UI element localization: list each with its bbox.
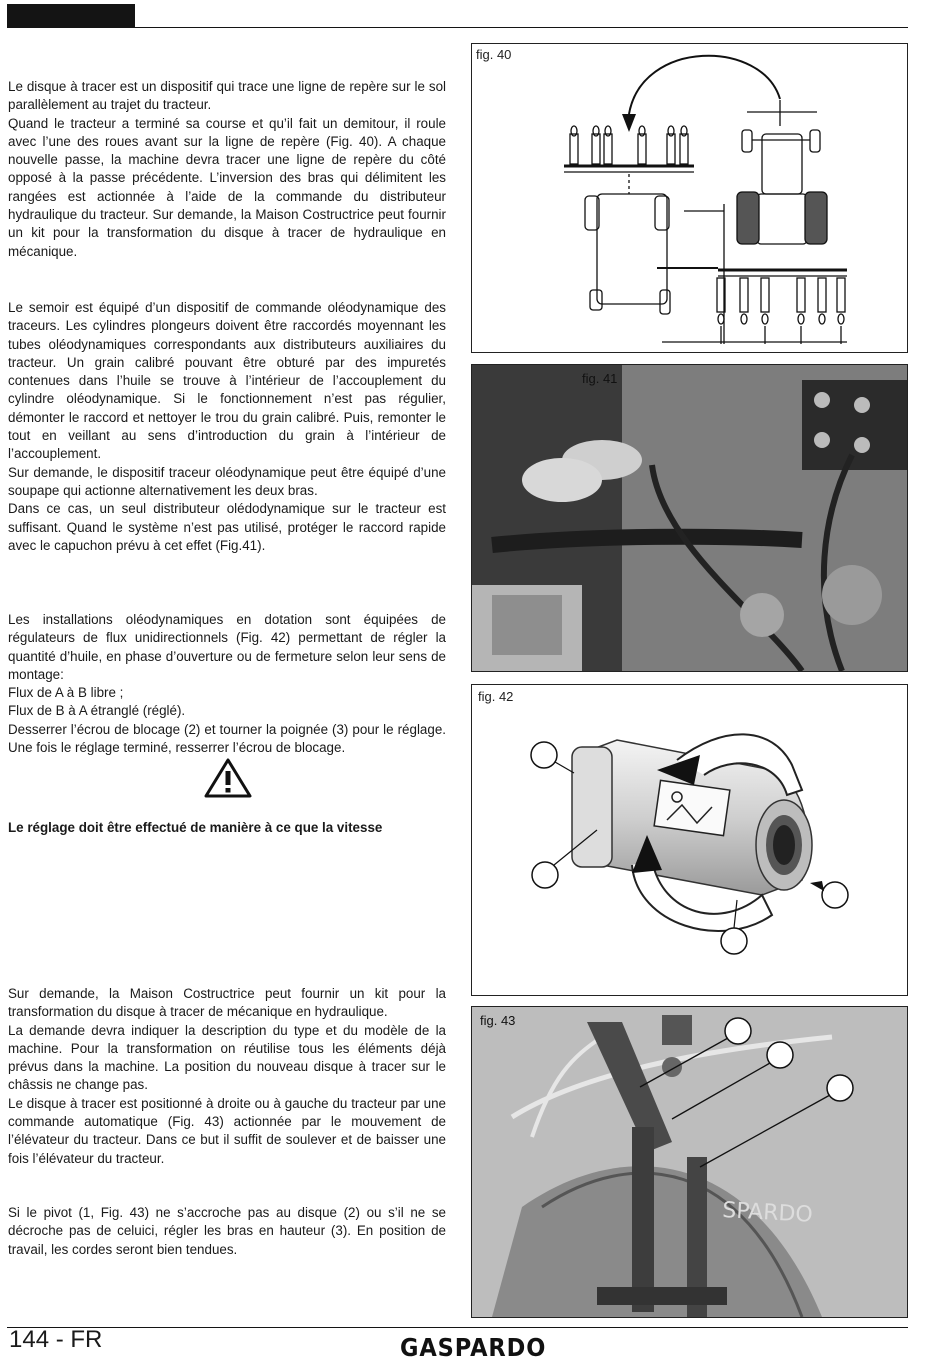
paragraph-kit-transformation [8,985,446,1168]
svg-text:SPARDO: SPARDO [721,1198,814,1228]
paragraph-line: Sur demande, la Maison Costructrice peut fournir un kit pour la transformation du disque à tracer de mécanique en hydraulique. [8,986,446,1020]
paragraph-line: Desserrer l’écrou de blocage (2) et tourner la poignée (3) pour le réglage. Une fois le réglage terminé, resserrer l’écrou de blocage. [8,721,446,756]
figure-43 [471,1006,908,1318]
figure-label: fig. 41 [582,371,618,386]
header-rule [7,27,908,28]
warning-triangle-icon [203,757,253,799]
page-number: 144 - FR [9,1326,103,1353]
automatic-marker-photo [472,1007,907,1317]
hydraulic-coupling-photo [472,365,907,671]
figure-label: fig. 40 [476,47,512,62]
figure-42 [471,684,908,996]
paragraph-line: La demande devra indiquer la description du type et du modèle de la machine. Pour la transformation on réutilise tous les éléments déjà prévus dans la machine. La position du nouveau disque à tracer sur le châssis ne change pas. [8,1022,446,1093]
header-tab [7,4,135,28]
brand-logo: GASPARDO [400,1333,547,1362]
figure-40 [471,43,908,353]
figure-label: fig. 43 [480,1013,516,1028]
paragraph-hydraulic-control [8,299,446,555]
paragraph-line: Flux de B à A étranglé (réglé). [8,703,186,719]
flow-regulator-diagram [472,685,907,995]
paragraph-line: Si le pivot (1, Fig. 43) ne s’accroche pas au disque (2) ou s’il ne se décroche pas de celuici, régler les bras en hauteur (3). En position de travail, les cordes seront bien tendues. [8,1205,446,1257]
paragraph-marker-intro [8,78,446,261]
paragraph-flow-regulators [8,611,446,757]
paragraph-line: Flux de A à B libre ; [8,685,124,701]
figure-label: fig. 42 [478,689,514,704]
paragraph-line: Les installations oléodynamiques en dotation sont équipées de régulateurs de flux unidirectionnels (Fig. 42) permettant de régler la quantité d’huile, en phase d’ouverture ou de fermeture selon leur sens de montage: [8,612,446,682]
paragraph-line: Le disque à tracer est un dispositif qui trace une ligne de repère sur le sol parallèlement au trajet du tracteur. [8,79,446,113]
paragraph-line: Sur demande, le dispositif traceur oléodynamique peut être équipé d’une soupape qui actionne alternativement les deux bras. [8,464,446,498]
footer-rule [7,1327,908,1328]
paragraph-line: Dans ce cas, un seul distributeur olédodynamique sur le tracteur est suffisant. Quand le système n’est pas utilisé, protéger le raccord rapide avec le capuchon prévu à cet effet (Fig.41). [8,501,446,553]
warning-text: Le réglage doit être effectué de manière à ce que la vitesse [8,820,383,835]
paragraph-pivot-adjust [8,1204,446,1259]
tractor-marker-diagram [472,44,907,352]
paragraph-line: Le semoir est équipé d’un dispositif de commande oléodynamique des traceurs. Les cylindres plongeurs doivent être raccordés moyennant les tubes oléodynamiques correspondants aux distributeurs auxiliaires du tracteur. Un grain calibré pouvant être obturé par des impuretés contenues dans l’huile se trouve à l’intérieur de l’accouplement du cylindre oléodynamique. Si le fonctionnement n’est pas régulier, démonter le raccord et nettoyer le trou du grain calibré. Puis, remonter le tout en veillant au sens d’introduction du grain à l’intérieur de l’accouplement. [8,300,446,462]
paragraph-line: Quand le tracteur a terminé sa course et qu’il fait un demitour, il roule avec l’une des roues avant sur la ligne de repère (Fig. 40). A chaque nouvelle passe, la machine devra tracer une ligne de repère du côté opposé à la passe précédente. L’inversion des bras qui délimitent les rangées est actionnée à l’aide de la commande du distributeur hydraulique du tracteur. Sur demande, la Maison Costructrice peut fournir un kit pour la transformation du disque à tracer de hydraulique en mécanique. [8,115,446,259]
figure-41 [471,364,908,672]
paragraph-line: Le disque à tracer est positionné à droite ou à gauche du tracteur par une commande automatique (Fig. 43) actionnée par le mouvement de l’élévateur du tracteur. Dans ce but il suffit de soulever et de baisser une fois l’élévateur du tracteur. [8,1095,446,1166]
